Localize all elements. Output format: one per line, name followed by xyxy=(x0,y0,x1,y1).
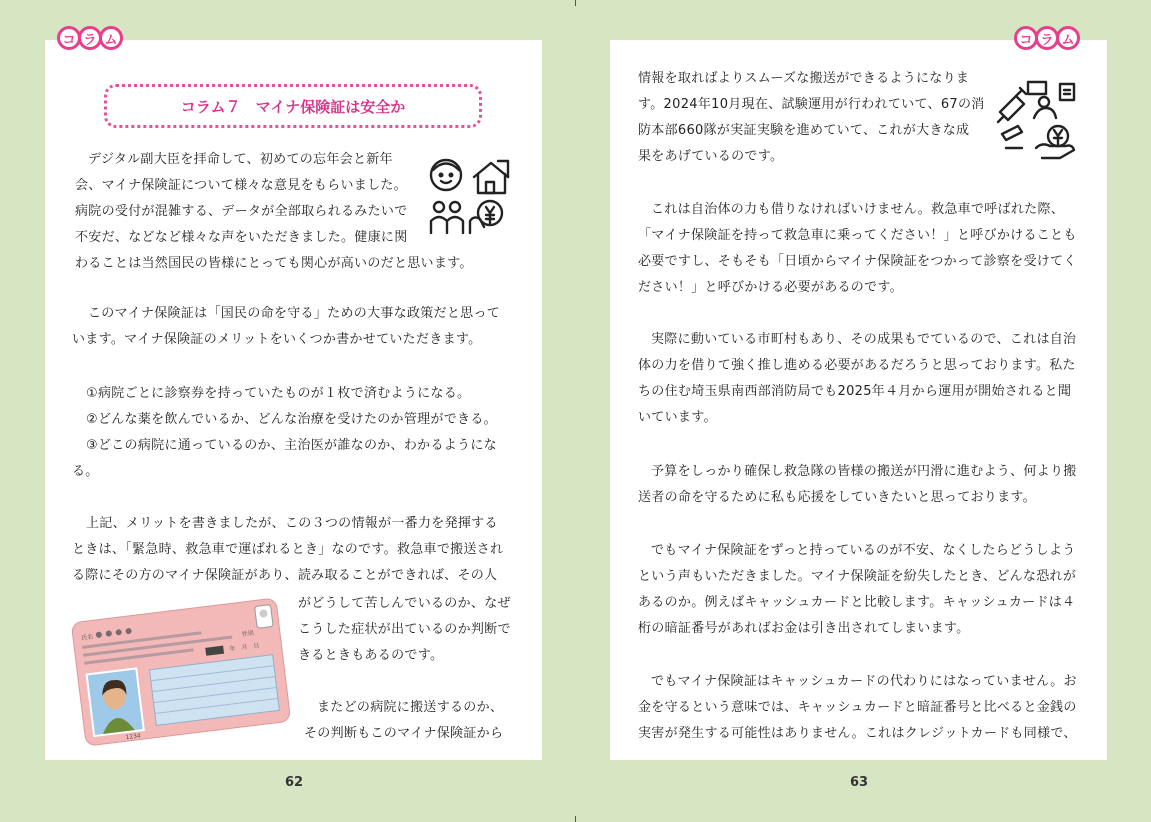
list-item: ②どんな薬を飲んでいるか、どんな治療を受けたのか管理ができる。 xyxy=(86,412,497,427)
crop-mark-bottom xyxy=(575,816,576,822)
card-sex-label: 性別 xyxy=(241,629,255,639)
text-line: ときは、「緊急時、救急車で運ばれるとき」なのです。救急車で搬送され xyxy=(72,542,504,557)
page-number-left: 62 xyxy=(285,775,304,790)
list-item: ①病院ごとに診察券を持っていたものが１枚で済むようになる。 xyxy=(86,386,471,401)
text-line: 体の力を借りて強く推し進める必要があるだろうと思っております。私た xyxy=(638,358,1076,373)
text-line: 不安だ、などなど様々な声をいただきました。健康に関 xyxy=(75,230,408,245)
text-line: がどうして苦しんでいるのか、なぜ xyxy=(298,596,511,611)
text-line: 病院の受付が混雑する、データが全部取られるみたいで xyxy=(75,204,408,219)
text-line: でもマイナ保険証はキャッシュカードの代わりにはなっていません。お xyxy=(651,674,1077,689)
column-badge-left xyxy=(57,26,123,50)
left-paragraph-4 xyxy=(304,695,503,747)
badge-char: ム xyxy=(99,26,123,50)
badge-char: コ xyxy=(1014,26,1038,50)
text-line: でもマイナ保険証をずっと持っているのが不安、なくしたらどうしよう xyxy=(651,543,1076,558)
card-date-label: 年 月 日 xyxy=(229,642,260,653)
list-item: る。 xyxy=(72,464,99,479)
text-line: る際にその方のマイナ保険証があり、読み取ることができれば、その人 xyxy=(72,568,498,583)
text-line: 実際に動いている市町村もあり、その成果もでているので、これは自治 xyxy=(651,332,1077,347)
text-line: デジタル副大臣を拝命して、初めての忘年会と新年 xyxy=(88,152,393,167)
text-line: その判断もこのマイナ保険証から xyxy=(304,726,504,741)
column-title: コラム７ マイナ保険証は安全か xyxy=(104,84,482,128)
text-line: 会、マイナ保険証について様々な意見をもらいました。 xyxy=(75,178,407,193)
medical-money-icon xyxy=(994,78,1080,164)
right-paragraph-1 xyxy=(638,66,985,170)
left-paragraph-3-wrap xyxy=(298,591,511,669)
text-line: このマイナ保険証は「国民の命を守る」ための大事な政策だと思って xyxy=(88,306,501,321)
left-paragraph-3 xyxy=(72,511,503,589)
text-line: 桁の暗証番号があればお金は引き出されてしまいます。 xyxy=(638,621,970,636)
right-paragraph-3 xyxy=(638,327,1076,431)
right-paragraph-4 xyxy=(638,459,1077,511)
column-badge-right xyxy=(1014,26,1080,50)
people-house-icon xyxy=(428,155,512,241)
page-number-right: 63 xyxy=(850,775,869,790)
text-line: す。2024年10月現在、試験運用が行われていて、67の消 xyxy=(638,97,985,112)
text-line: こうした症状が出ているのか判断で xyxy=(298,622,511,637)
badge-char: ム xyxy=(1056,26,1080,50)
text-line: あるのか。例えばキャッシュカードと比較します。キャッシュカードは４ xyxy=(638,595,1076,610)
card-number: 1234 xyxy=(125,732,142,742)
text-line: 予算をしっかり確保し救急隊の皆様の搬送が円滑に進むよう、何より搬 xyxy=(651,464,1077,479)
text-line: という声もいただきました。マイナ保険証を紛失したとき、どんな恐れが xyxy=(638,569,1077,584)
text-line: います。マイナ保険証のメリットをいくつか書かせていただきます。 xyxy=(72,332,482,347)
my-number-card-illustration xyxy=(70,596,292,748)
text-line: 果をあげているのです。 xyxy=(638,149,784,164)
text-line: ちの住む埼玉県南西部消防局でも2025年４月から運用が開始されると聞 xyxy=(638,384,1072,399)
text-line: これは自治体の力も借りなければいけません。救急車で呼ばれた際、 xyxy=(651,202,1065,217)
text-line: 防本部660隊が実証実験を進めていて、これが大きな成 xyxy=(638,123,970,138)
benefit-list xyxy=(72,381,497,485)
badge-char: ラ xyxy=(1035,26,1059,50)
right-paragraph-2 xyxy=(638,197,1077,301)
right-paragraph-5 xyxy=(638,538,1076,642)
text-line: またどの病院に搬送するのか、 xyxy=(317,700,504,715)
card-name-label: 氏名 xyxy=(80,633,94,642)
text-line: 金を守るという意味では、キャッシュカードと暗証番号と比べると金銭の xyxy=(638,700,1077,715)
badge-char: ラ xyxy=(78,26,102,50)
left-paragraph-2 xyxy=(72,301,500,353)
text-line: 必要ですし、そもそも「日頃からマイナ保険証をつかって診察を受けてく xyxy=(638,254,1077,269)
text-line: いています。 xyxy=(638,410,717,425)
text-line: ださい！」と呼びかける必要があるのです。 xyxy=(638,280,903,295)
text-line: 送者の命を守るために私も応援をしていきたいと思っております。 xyxy=(638,490,1036,505)
badge-char: コ xyxy=(57,26,81,50)
text-line: わることは当然国民の皆様にとっても関心が高いのだと思います。 xyxy=(75,256,473,271)
list-item: ③どこの病院に通っているのか、主治医が誰なのか、わかるようにな xyxy=(86,438,497,453)
text-line: きるときもあるのです。 xyxy=(298,648,444,663)
left-paragraph-1 xyxy=(75,147,473,277)
text-line: 実害が発生する可能性はありません。これはクレジットカードも同様で、 xyxy=(638,726,1077,741)
text-line: 情報を取ればよりスムーズな搬送ができるようになりま xyxy=(638,71,970,86)
crop-mark-top xyxy=(575,0,576,6)
right-paragraph-6 xyxy=(638,669,1077,747)
text-line: 「マイナ保険証を持って救急車に乗ってください！」と呼びかけることも xyxy=(638,228,1077,243)
text-line: 上記、メリットを書きましたが、この３つの情報が一番力を発揮する xyxy=(86,516,498,531)
